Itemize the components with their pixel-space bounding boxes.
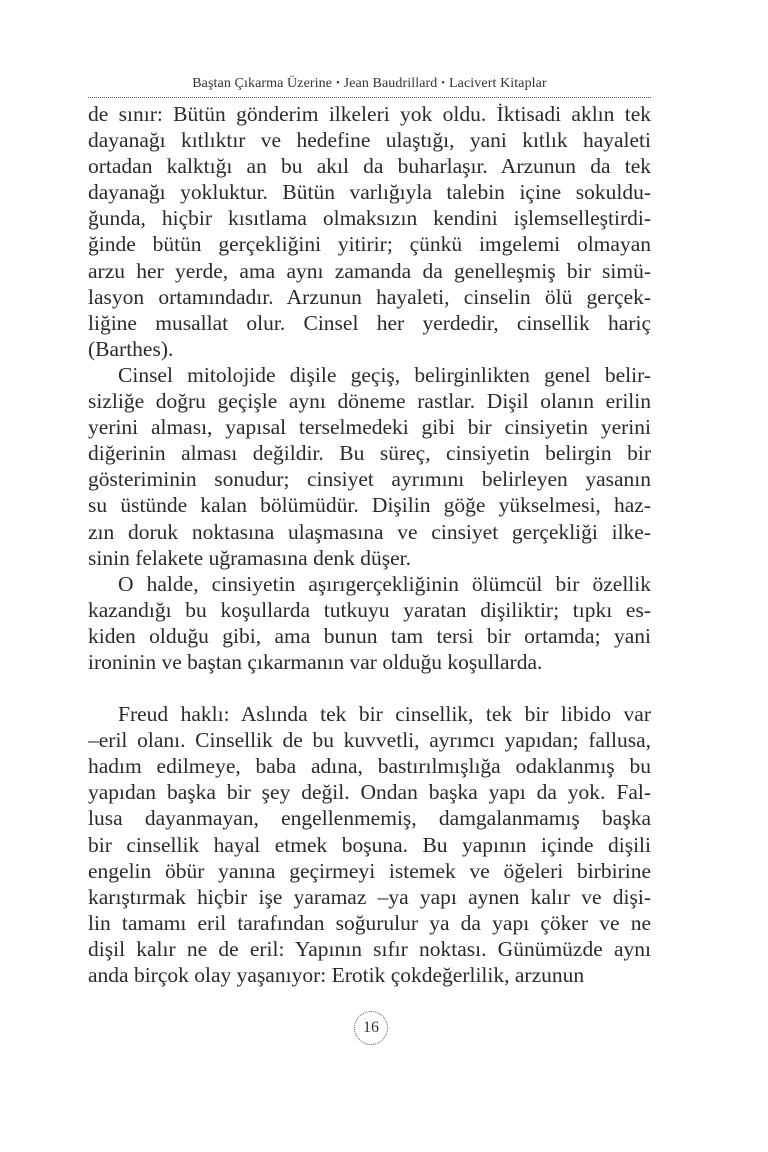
text-line: –eril olanı. Cinsellik de bu kuvvetli, ayrımcı yapıdan; fallusa, xyxy=(88,728,651,753)
author-name: Jean Baudrillard xyxy=(343,76,438,91)
text-line: Freud haklı: Aslında tek bir cinsellik, tek bir libido var xyxy=(118,702,651,727)
text-line: kiden olduğu gibi, ama bunun tam tersi bir ortamda; yani xyxy=(88,623,651,648)
text-line: gösteriminin sonudur; cinsiyet ayrımını belirleyen yasanın xyxy=(88,467,651,492)
body-text xyxy=(88,101,651,988)
text-line: (Barthes). xyxy=(88,336,174,361)
text-line: ğinde bütün gerçekliğini yitirir; çünkü imgelemi olmayan xyxy=(88,232,651,257)
paragraph xyxy=(88,571,651,675)
header-separator: • xyxy=(336,78,340,89)
text-line: zın doruk noktasına ulaşmasına ve cinsiyet gerçekliği ilke- xyxy=(88,519,651,544)
header-divider xyxy=(88,97,651,98)
text-line: engelin öbür yanına geçirmeyi istemek ve öğeleri birbirine xyxy=(88,858,651,883)
text-line: anda birçok olay yaşanıyor: Erotik çokdeğerlilik, arzunun xyxy=(88,963,585,987)
text-line: dayanağı yokluktur. Bütün varlığıyla talebin içine sokuldu- xyxy=(88,180,651,205)
text-line: karıştırmak hiçbir işe yaramaz –ya yapı aynen kalır ve dişi- xyxy=(88,884,651,909)
book-title: Baştan Çıkarma Üzerine xyxy=(192,76,333,91)
text-line: Cinsel mitolojide dişile geçiş, belirginlikten genel belir- xyxy=(118,362,651,387)
text-line: hadım edilmeye, baba adına, bastırılmışlığa odaklanmış bu xyxy=(88,754,651,779)
text-line: liğine musallat olur. Cinsel her yerdedir, cinsellik hariç xyxy=(88,310,651,335)
text-line: dişil kalır ne de eril: Yapının sıfır noktası. Günümüzde aynı xyxy=(88,936,651,961)
text-line: yapıdan başka bir şey değil. Ondan başka yapı da yok. Fal- xyxy=(88,780,651,805)
text-line: ironinin ve baştan çıkarmanın var olduğu koşullarda. xyxy=(88,649,543,674)
page-number: 16 xyxy=(354,1011,388,1045)
text-line: kazandığı bu koşullarda tutkuyu yaratan dişiliktir; tıpkı es- xyxy=(88,597,651,622)
text-line: lasyon ortamındadır. Arzunun hayaleti, cinselin ölü gerçek- xyxy=(88,284,651,309)
text-line: lusa dayanmayan, engellenmemiş, damgalanmamış başka xyxy=(88,806,651,831)
paragraph xyxy=(88,701,651,988)
paragraph xyxy=(88,362,651,571)
text-line: O halde, cinsiyetin aşırıgerçekliğinin ölümcül bir özellik xyxy=(118,571,651,596)
running-header xyxy=(88,76,651,92)
text-line: lin tamamı eril tarafından soğurulur ya da yapı çöker ve ne xyxy=(88,910,651,935)
paragraph xyxy=(88,101,651,362)
text-line: arzu her yerde, ama aynı zamanda da genelleşmiş bir simü- xyxy=(88,258,651,283)
text-line: diğerinin alması değildir. Bu süreç, cinsiyetin belirgin bir xyxy=(88,441,651,466)
text-line: ortadan kalktığı an bu akıl da buharlaşır. Arzunun da tek xyxy=(88,154,651,179)
text-line: bir cinsellik hayal etmek boşuna. Bu yapının içinde dişili xyxy=(88,832,651,857)
text-line: de sınır: Bütün gönderim ilkeleri yok oldu. İktisadi aklın tek xyxy=(88,102,651,126)
text-line: yerini alması, yapısal terselmedeki gibi bir cinsiyetin yerini xyxy=(88,415,651,440)
paragraph-gap xyxy=(88,675,651,701)
publisher-name: Lacivert Kitaplar xyxy=(449,76,547,91)
text-line: sinin felakete uğramasına denk düşer. xyxy=(88,545,411,570)
text-line: dayanağı kıtlıktır ve hedefine ulaştığı, yani kıtlık hayaleti xyxy=(88,128,651,153)
text-line: su üstünde kalan bölümüdür. Dişilin göğe yükselmesi, haz- xyxy=(88,493,651,518)
text-line: sizliğe doğru geçişle aynı döneme rastlar. Dişil olanın erilin xyxy=(88,389,651,414)
text-line: ğunda, hiçbir kısıtlama olmaksızın kendini işlemselleştirdi- xyxy=(88,206,651,231)
header-separator: • xyxy=(441,78,446,89)
